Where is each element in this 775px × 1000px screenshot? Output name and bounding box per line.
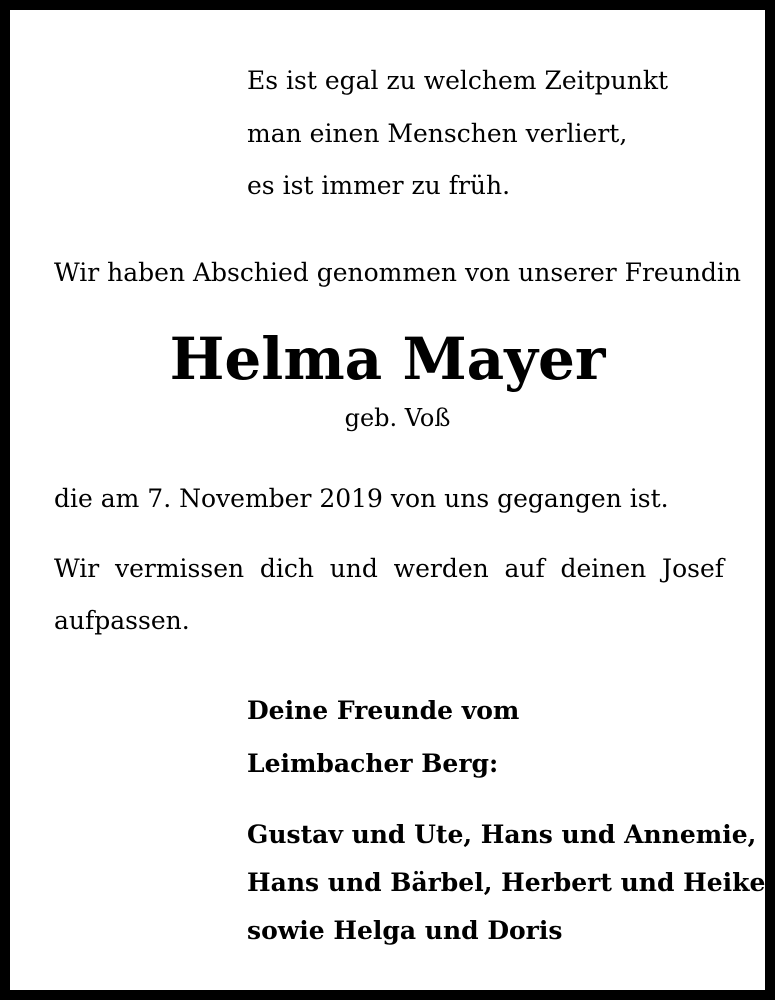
- signoff-heading-line-1: Deine Freunde vom: [247, 696, 520, 725]
- signoff-heading-line-2: Leimbacher Berg:: [247, 749, 499, 778]
- message-line-2: aufpassen.: [54, 606, 190, 635]
- message-line-1: Wir vermissen dich und werden auf deinen Josef: [54, 554, 724, 583]
- date-line: die am 7. November 2019 von uns gegangen ist.: [54, 484, 669, 513]
- poem-line-3: es ist immer zu früh.: [247, 171, 511, 200]
- poem-line-1: Es ist egal zu welchem Zeitpunkt: [247, 66, 669, 95]
- maiden-name: geb. Voß: [344, 404, 451, 432]
- mourner-names-line-3: sowie Helga und Doris: [247, 916, 563, 945]
- mourner-names-line-2: Hans und Bärbel, Herbert und Heike: [247, 868, 766, 897]
- mourner-names-line-1: Gustav und Ute, Hans und Annemie,: [247, 820, 757, 849]
- poem-line-2: man einen Menschen verliert,: [247, 119, 628, 148]
- deceased-name: Helma Mayer: [169, 325, 606, 393]
- intro-text: Wir haben Abschied genommen von unserer Freundin: [54, 258, 742, 287]
